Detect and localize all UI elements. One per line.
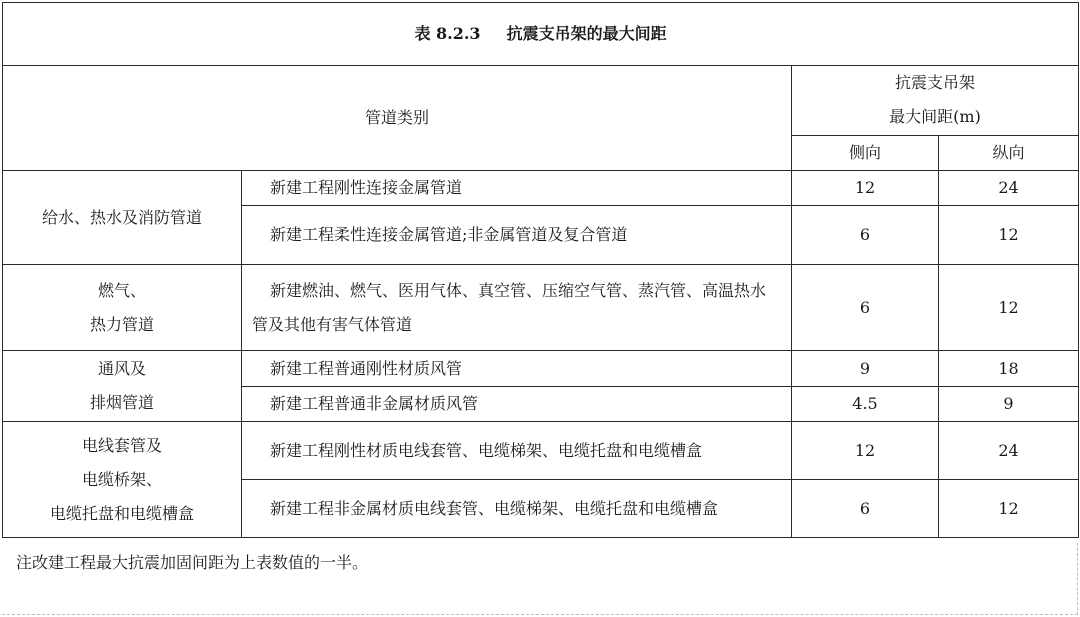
row-desc: 新建工程普通刚性材质风管	[242, 351, 792, 387]
header-spacing-line1: 抗震支吊架	[895, 73, 976, 93]
table-number: 表 8.2.3	[414, 24, 481, 43]
row-desc: 新建工程刚性材质电线套管、电缆梯架、电缆托盘和电缆槽盒	[242, 422, 792, 480]
row-desc: 新建工程普通非金属材质风管	[242, 387, 792, 422]
category-ventilation	[3, 351, 242, 422]
header-spacing	[792, 66, 1079, 136]
category-electrical	[3, 422, 242, 538]
row-lateral: 6	[792, 480, 939, 538]
category-elec-line2: 电缆桥架、	[81, 469, 162, 489]
row-longitudinal: 9	[939, 387, 1079, 422]
category-vent-line2: 排烟管道	[89, 393, 154, 412]
header-longitudinal: 纵向	[939, 135, 1079, 170]
row-longitudinal: 18	[939, 351, 1079, 387]
category-gas-line2: 热力管道	[89, 314, 154, 334]
row-lateral: 12	[792, 171, 939, 206]
row-longitudinal: 12	[939, 206, 1079, 265]
page-bottom-border	[2, 614, 1078, 615]
row-lateral: 4.5	[792, 387, 939, 422]
category-vent-line1: 通风及	[97, 359, 146, 378]
spacing-table	[2, 2, 1079, 538]
row-desc: 新建工程刚性连接金属管道	[242, 171, 792, 206]
category-water: 给水、热水及消防管道	[3, 171, 242, 265]
header-category: 管道类别	[3, 66, 792, 171]
header-lateral: 侧向	[792, 135, 939, 170]
category-gas-line1: 燃气、	[97, 280, 146, 300]
row-lateral: 9	[792, 351, 939, 387]
row-lateral: 6	[792, 265, 939, 351]
table-title-text: 抗震支吊架的最大间距	[506, 24, 667, 43]
document-page	[2, 2, 1078, 615]
category-elec-line1: 电线套管及	[81, 435, 162, 455]
category-gas	[3, 265, 242, 351]
row-desc: 新建工程非金属材质电线套管、电缆梯架、电缆托盘和电缆槽盒	[242, 480, 792, 538]
row-longitudinal: 24	[939, 422, 1079, 480]
row-longitudinal: 12	[939, 480, 1079, 538]
category-elec-line3: 电缆托盘和电缆槽盒	[49, 503, 194, 523]
row-longitudinal: 24	[939, 171, 1079, 206]
header-spacing-line2: 最大间距(m)	[889, 107, 981, 127]
table-title	[3, 3, 1079, 66]
row-longitudinal: 12	[939, 265, 1079, 351]
row-desc: 新建燃油、燃气、医用气体、真空管、压缩空气管、蒸汽管、高温热水管及其他有害气体管道	[242, 265, 792, 351]
page-right-border	[1077, 543, 1078, 615]
row-desc: 新建工程柔性连接金属管道;非金属管道及复合管道	[242, 206, 792, 265]
row-lateral: 12	[792, 422, 939, 480]
row-lateral: 6	[792, 206, 939, 265]
table-note: 注改建工程最大抗震加固间距为上表数值的一半。	[16, 553, 369, 572]
